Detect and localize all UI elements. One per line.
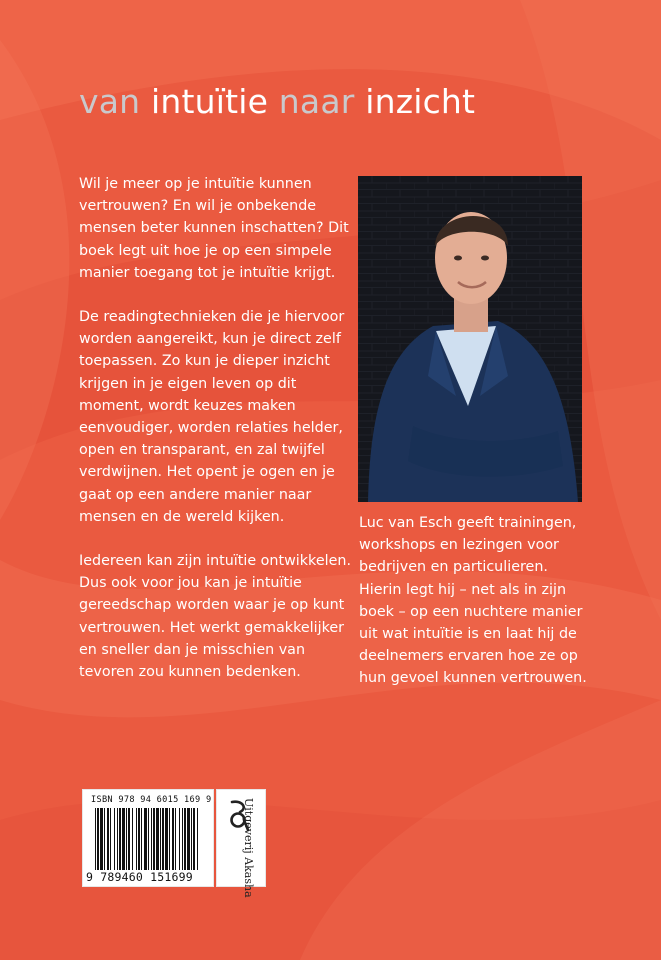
author-bio bbox=[359, 512, 589, 712]
title-word-van: van bbox=[79, 82, 141, 121]
author-bio-text: Luc van Esch geeft trainingen, workshops en lezingen voor bedrijven en particulieren. Hierin legt hij – net als in zijn boek – op een nuchtere manier uit wat intuïtie is en laat hij de deelnemers ervaren hoe ze op hun gevoel kunnen vertrouwen. bbox=[359, 515, 587, 687]
book-back-title bbox=[79, 82, 475, 121]
intro-paragraph: Iedereen kan zijn intuïtie ontwikkelen. Dus ook voor jou kan je intuïtie gereedschap worden waar je op kunt vertrouwen. Het werkt gemakkelijker en sneller dan je misschien van tevoren zou kunnen bedenken. bbox=[79, 553, 351, 681]
intro-text bbox=[79, 173, 351, 705]
author-photo bbox=[358, 176, 582, 502]
title-word-inzicht: inzicht bbox=[354, 82, 476, 121]
isbn-number: ISBN 978 94 6015 169 9 bbox=[91, 795, 212, 805]
intro-paragraph: Wil je meer op je intuïtie kunnen vertrouwen? En wil je onbekende mensen beter kunnen inschatten? Dit boek legt uit hoe je op een simpele manier toegang tot je intuïtie krijgt. bbox=[79, 176, 349, 281]
title-word-naar: naar bbox=[268, 82, 355, 121]
publisher-name: Uitgeverij Akasha bbox=[242, 798, 255, 898]
title-word-intuitie: intuïtie bbox=[140, 82, 269, 121]
publisher-block bbox=[216, 789, 266, 898]
ean-digits: 9 789460 151699 bbox=[86, 870, 193, 884]
barcode-bars bbox=[95, 808, 201, 870]
isbn-barcode bbox=[82, 789, 214, 887]
intro-paragraph: De readingtechnieken die je hiervoor worden aangereikt, kun je direct zelf toepassen. Zo kun je dieper inzicht krijgen in je eigen leven op dit moment, wordt keuzes maken eenvoudiger, worden relaties helder, open en transparant, en zal twijfel verdwijnen. Het opent je ogen en je gaat op een andere manier naar mensen en de wereld kijken. bbox=[79, 309, 345, 525]
